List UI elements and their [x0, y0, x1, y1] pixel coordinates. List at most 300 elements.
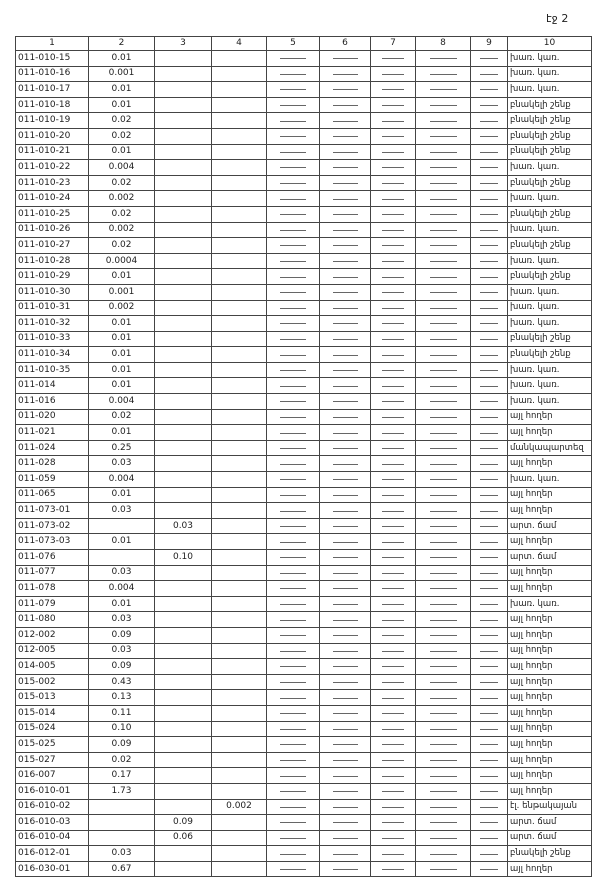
table-cell: բնակելի շենք [508, 238, 592, 254]
table-row [16, 659, 592, 675]
table-cell [416, 565, 471, 581]
table-cell [155, 674, 212, 690]
table-cell [320, 175, 371, 191]
table-cell [471, 799, 508, 815]
table-cell: 011-079 [16, 596, 89, 612]
table-cell [471, 51, 508, 67]
table-cell [371, 316, 416, 332]
table-cell [371, 66, 416, 82]
table-cell: էլ. ենթակայան [508, 799, 592, 815]
table-cell: 0.03 [89, 846, 155, 862]
table-cell [416, 97, 471, 113]
page-number: էջ 2 [546, 12, 569, 25]
table-cell: խառ. կառ. [508, 394, 592, 410]
table-cell: այլ հողեր [508, 783, 592, 799]
table-cell: այլ հողեր [508, 643, 592, 659]
table-cell [267, 674, 320, 690]
table-cell: բնակելի շենք [508, 206, 592, 222]
table-cell [212, 66, 267, 82]
table-cell [320, 66, 371, 82]
table-cell [155, 66, 212, 82]
table-cell [320, 82, 371, 98]
table-cell [267, 113, 320, 129]
table-cell: 011-010-25 [16, 206, 89, 222]
table-cell [371, 815, 416, 831]
table-cell [155, 612, 212, 628]
table-cell [371, 253, 416, 269]
table-cell: 011-010-29 [16, 269, 89, 285]
table-cell [471, 66, 508, 82]
table-cell [155, 690, 212, 706]
table-cell [267, 705, 320, 721]
table-cell: 0.01 [89, 596, 155, 612]
table-cell [471, 596, 508, 612]
table-cell [212, 503, 267, 519]
table-cell: արտ. ճամ [508, 518, 592, 534]
table-cell [212, 316, 267, 332]
table-cell: 012-002 [16, 627, 89, 643]
table-cell [371, 175, 416, 191]
table-cell [416, 768, 471, 784]
table-cell [416, 705, 471, 721]
table-cell [416, 347, 471, 363]
table-cell [416, 316, 471, 332]
table-cell: այլ հողեր [508, 768, 592, 784]
table-cell [320, 238, 371, 254]
table-cell [471, 378, 508, 394]
table-row [16, 534, 592, 550]
table-cell [320, 612, 371, 628]
table-cell [212, 378, 267, 394]
table-cell [471, 425, 508, 441]
table-cell [320, 518, 371, 534]
table-cell [155, 97, 212, 113]
table-cell: 0.02 [89, 238, 155, 254]
table-cell [267, 144, 320, 160]
table-cell [371, 581, 416, 597]
table-cell: 0.002 [89, 191, 155, 207]
column-header-8: 8 [416, 37, 471, 51]
table-cell [371, 206, 416, 222]
table-row [16, 82, 592, 98]
table-cell: 0.01 [89, 487, 155, 503]
table-cell: 0.67 [89, 861, 155, 877]
table-cell [471, 768, 508, 784]
table-row [16, 705, 592, 721]
table-cell [371, 51, 416, 67]
table-cell: բնակելի շենք [508, 331, 592, 347]
table-cell [416, 861, 471, 877]
table-cell [471, 674, 508, 690]
table-cell [320, 440, 371, 456]
table-cell [212, 113, 267, 129]
table-cell [471, 721, 508, 737]
table-cell: 011-010-18 [16, 97, 89, 113]
table-cell: 016-010-03 [16, 815, 89, 831]
table-cell [471, 612, 508, 628]
table-cell: արտ. ճամ [508, 830, 592, 846]
table-cell: արտ. ճամ [508, 815, 592, 831]
table-cell: 011-010-34 [16, 347, 89, 363]
table-cell [267, 815, 320, 831]
table-cell [155, 175, 212, 191]
table-row [16, 518, 592, 534]
table-cell: խառ. կառ. [508, 596, 592, 612]
table-row [16, 596, 592, 612]
table-cell [212, 830, 267, 846]
table-cell [267, 51, 320, 67]
table-cell [416, 721, 471, 737]
table-cell: արտ. ճամ [508, 550, 592, 566]
table-row [16, 799, 592, 815]
table-cell [471, 846, 508, 862]
table-cell: 015-024 [16, 721, 89, 737]
table-cell: 0.03 [89, 612, 155, 628]
table-cell [155, 160, 212, 176]
table-cell [212, 627, 267, 643]
table-cell: այլ հողեր [508, 487, 592, 503]
table-row [16, 612, 592, 628]
table-cell [320, 362, 371, 378]
table-cell [416, 503, 471, 519]
table-cell [212, 269, 267, 285]
table-cell [267, 394, 320, 410]
table-cell [416, 284, 471, 300]
table-cell [320, 51, 371, 67]
table-cell [267, 409, 320, 425]
table-cell [416, 394, 471, 410]
table-cell [471, 269, 508, 285]
table-cell [416, 269, 471, 285]
table-cell [320, 534, 371, 550]
column-header-2: 2 [89, 37, 155, 51]
table-cell [416, 815, 471, 831]
table-cell [320, 222, 371, 238]
table-cell [416, 799, 471, 815]
table-cell: 0.25 [89, 440, 155, 456]
table-cell: այլ հողեր [508, 690, 592, 706]
table-row [16, 269, 592, 285]
table-cell: խառ. կառ. [508, 160, 592, 176]
table-cell [212, 550, 267, 566]
table-cell [371, 659, 416, 675]
table-cell: 0.004 [89, 472, 155, 488]
table-cell [155, 752, 212, 768]
table-cell: 015-025 [16, 737, 89, 753]
table-cell: 011-016 [16, 394, 89, 410]
table-cell [267, 534, 320, 550]
table-cell [320, 331, 371, 347]
table-cell [320, 783, 371, 799]
table-cell [471, 347, 508, 363]
table-cell [371, 191, 416, 207]
table-cell [371, 596, 416, 612]
table-cell [267, 721, 320, 737]
table-cell: 011-014 [16, 378, 89, 394]
table-cell [155, 503, 212, 519]
table-cell [416, 550, 471, 566]
table-cell: բնակելի շենք [508, 128, 592, 144]
table-cell [155, 659, 212, 675]
table-row [16, 284, 592, 300]
table-cell [212, 347, 267, 363]
table-cell [155, 721, 212, 737]
table-cell: 015-027 [16, 752, 89, 768]
table-cell [416, 144, 471, 160]
table-cell [155, 362, 212, 378]
table-cell [267, 596, 320, 612]
table-cell [267, 565, 320, 581]
table-row [16, 51, 592, 67]
table-row [16, 752, 592, 768]
table-row [16, 300, 592, 316]
table-cell [267, 128, 320, 144]
table-cell [416, 581, 471, 597]
table-cell [155, 191, 212, 207]
table-cell: 016-030-01 [16, 861, 89, 877]
table-row [16, 347, 592, 363]
table-cell [212, 721, 267, 737]
table-row [16, 222, 592, 238]
table-cell [155, 238, 212, 254]
table-cell: խառ. կառ. [508, 51, 592, 67]
table-row [16, 861, 592, 877]
table-cell: խառ. կառ. [508, 66, 592, 82]
table-cell [320, 643, 371, 659]
table-cell: 0.09 [89, 659, 155, 675]
table-cell [212, 253, 267, 269]
table-cell: 011-010-21 [16, 144, 89, 160]
table-cell [212, 409, 267, 425]
table-cell [416, 206, 471, 222]
table-row [16, 721, 592, 737]
table-cell: այլ հողեր [508, 425, 592, 441]
table-row [16, 378, 592, 394]
table-cell [212, 737, 267, 753]
table-cell [212, 82, 267, 98]
table-cell [371, 768, 416, 784]
table-cell: 0.002 [212, 799, 267, 815]
column-header-6: 6 [320, 37, 371, 51]
table-cell [416, 612, 471, 628]
table-cell: 014-005 [16, 659, 89, 675]
table-cell: 0.17 [89, 768, 155, 784]
table-cell: 016-012-01 [16, 846, 89, 862]
table-cell [320, 487, 371, 503]
table-cell [471, 440, 508, 456]
table-cell [320, 846, 371, 862]
table-cell [371, 690, 416, 706]
table-cell: 0.11 [89, 705, 155, 721]
table-row [16, 674, 592, 690]
table-cell [155, 472, 212, 488]
table-cell [212, 394, 267, 410]
table-cell [471, 550, 508, 566]
table-cell [267, 581, 320, 597]
table-cell [267, 550, 320, 566]
table-cell [416, 253, 471, 269]
table-cell [371, 565, 416, 581]
table-cell [320, 596, 371, 612]
table-cell [267, 783, 320, 799]
table-cell: 015-013 [16, 690, 89, 706]
table-cell [371, 300, 416, 316]
table-cell [371, 284, 416, 300]
table-cell: խառ. կառ. [508, 362, 592, 378]
table-cell [267, 518, 320, 534]
table-cell [155, 409, 212, 425]
table-row [16, 627, 592, 643]
table-cell [155, 144, 212, 160]
table-cell [320, 347, 371, 363]
table-cell [416, 690, 471, 706]
table-cell: մանկապարտեզ [508, 440, 592, 456]
table-cell [320, 690, 371, 706]
table-cell [416, 409, 471, 425]
table-cell [267, 284, 320, 300]
table-cell [371, 503, 416, 519]
table-cell: 011-010-31 [16, 300, 89, 316]
table-row [16, 846, 592, 862]
table-cell: խառ. կառ. [508, 222, 592, 238]
header-row [16, 37, 592, 51]
table-cell [371, 456, 416, 472]
table-cell [471, 581, 508, 597]
table-cell [371, 331, 416, 347]
table-cell [371, 550, 416, 566]
table-cell [267, 799, 320, 815]
table-cell [471, 113, 508, 129]
table-cell [471, 518, 508, 534]
table-cell: 011-073-01 [16, 503, 89, 519]
table-cell [471, 815, 508, 831]
table-cell [267, 425, 320, 441]
table-cell: այլ հողեր [508, 861, 592, 877]
table-cell [371, 783, 416, 799]
table-cell [416, 160, 471, 176]
table-cell [212, 300, 267, 316]
table-cell [416, 82, 471, 98]
table-cell [212, 175, 267, 191]
table-cell: 0.13 [89, 690, 155, 706]
table-cell [416, 487, 471, 503]
table-cell [416, 378, 471, 394]
table-cell: 011-059 [16, 472, 89, 488]
table-cell [371, 362, 416, 378]
table-cell [416, 191, 471, 207]
table-cell [89, 830, 155, 846]
table-cell [267, 627, 320, 643]
table-cell [416, 643, 471, 659]
table-cell [416, 456, 471, 472]
table-cell: 0.004 [89, 394, 155, 410]
table-cell: 011-028 [16, 456, 89, 472]
table-cell [371, 394, 416, 410]
table-cell: 0.03 [155, 518, 212, 534]
table-cell [371, 534, 416, 550]
table-cell: այլ հողեր [508, 674, 592, 690]
table-cell [416, 472, 471, 488]
table-row [16, 815, 592, 831]
table-cell [267, 66, 320, 82]
table-cell [320, 394, 371, 410]
table-cell [155, 269, 212, 285]
table-cell [471, 752, 508, 768]
table-cell [155, 347, 212, 363]
table-cell: 011-010-24 [16, 191, 89, 207]
table-cell [267, 269, 320, 285]
table-cell [320, 674, 371, 690]
table-cell [267, 82, 320, 98]
table-cell: 0.001 [89, 66, 155, 82]
table-cell [320, 128, 371, 144]
table-cell [212, 612, 267, 628]
table-row [16, 768, 592, 784]
table-cell [471, 690, 508, 706]
table-cell: 1.73 [89, 783, 155, 799]
table-cell [89, 550, 155, 566]
table-cell [320, 269, 371, 285]
table-cell [371, 222, 416, 238]
table-cell [155, 222, 212, 238]
table-cell [267, 222, 320, 238]
table-cell: 0.09 [155, 815, 212, 831]
table-cell [371, 705, 416, 721]
table-cell: խառ. կառ. [508, 253, 592, 269]
table-cell [320, 97, 371, 113]
table-cell [371, 737, 416, 753]
table-cell [267, 768, 320, 784]
table-cell [212, 768, 267, 784]
table-cell [89, 799, 155, 815]
table-row [16, 830, 592, 846]
table-cell [416, 783, 471, 799]
table-cell [155, 643, 212, 659]
table-cell: 0.02 [89, 752, 155, 768]
table-cell [371, 518, 416, 534]
table-cell: այլ հողեր [508, 612, 592, 628]
table-cell [371, 861, 416, 877]
table-cell: այլ հողեր [508, 409, 592, 425]
table-cell [320, 253, 371, 269]
table-cell [320, 550, 371, 566]
table-cell: բնակելի շենք [508, 846, 592, 862]
table-cell [212, 144, 267, 160]
table-row [16, 440, 592, 456]
table-cell: 0.01 [89, 534, 155, 550]
table-cell [212, 160, 267, 176]
table-cell: 0.01 [89, 316, 155, 332]
table-cell: 011-077 [16, 565, 89, 581]
table-cell [320, 799, 371, 815]
table-row [16, 456, 592, 472]
table-cell [212, 128, 267, 144]
table-cell [371, 144, 416, 160]
table-cell [320, 378, 371, 394]
table-cell [212, 783, 267, 799]
table-cell: այլ հողեր [508, 565, 592, 581]
table-row [16, 97, 592, 113]
table-cell [212, 51, 267, 67]
table-cell [212, 674, 267, 690]
table-cell: 015-014 [16, 705, 89, 721]
table-cell [471, 487, 508, 503]
table-cell [416, 300, 471, 316]
table-cell [371, 799, 416, 815]
table-cell [371, 113, 416, 129]
table-cell [471, 627, 508, 643]
table-cell: 011-010-16 [16, 66, 89, 82]
